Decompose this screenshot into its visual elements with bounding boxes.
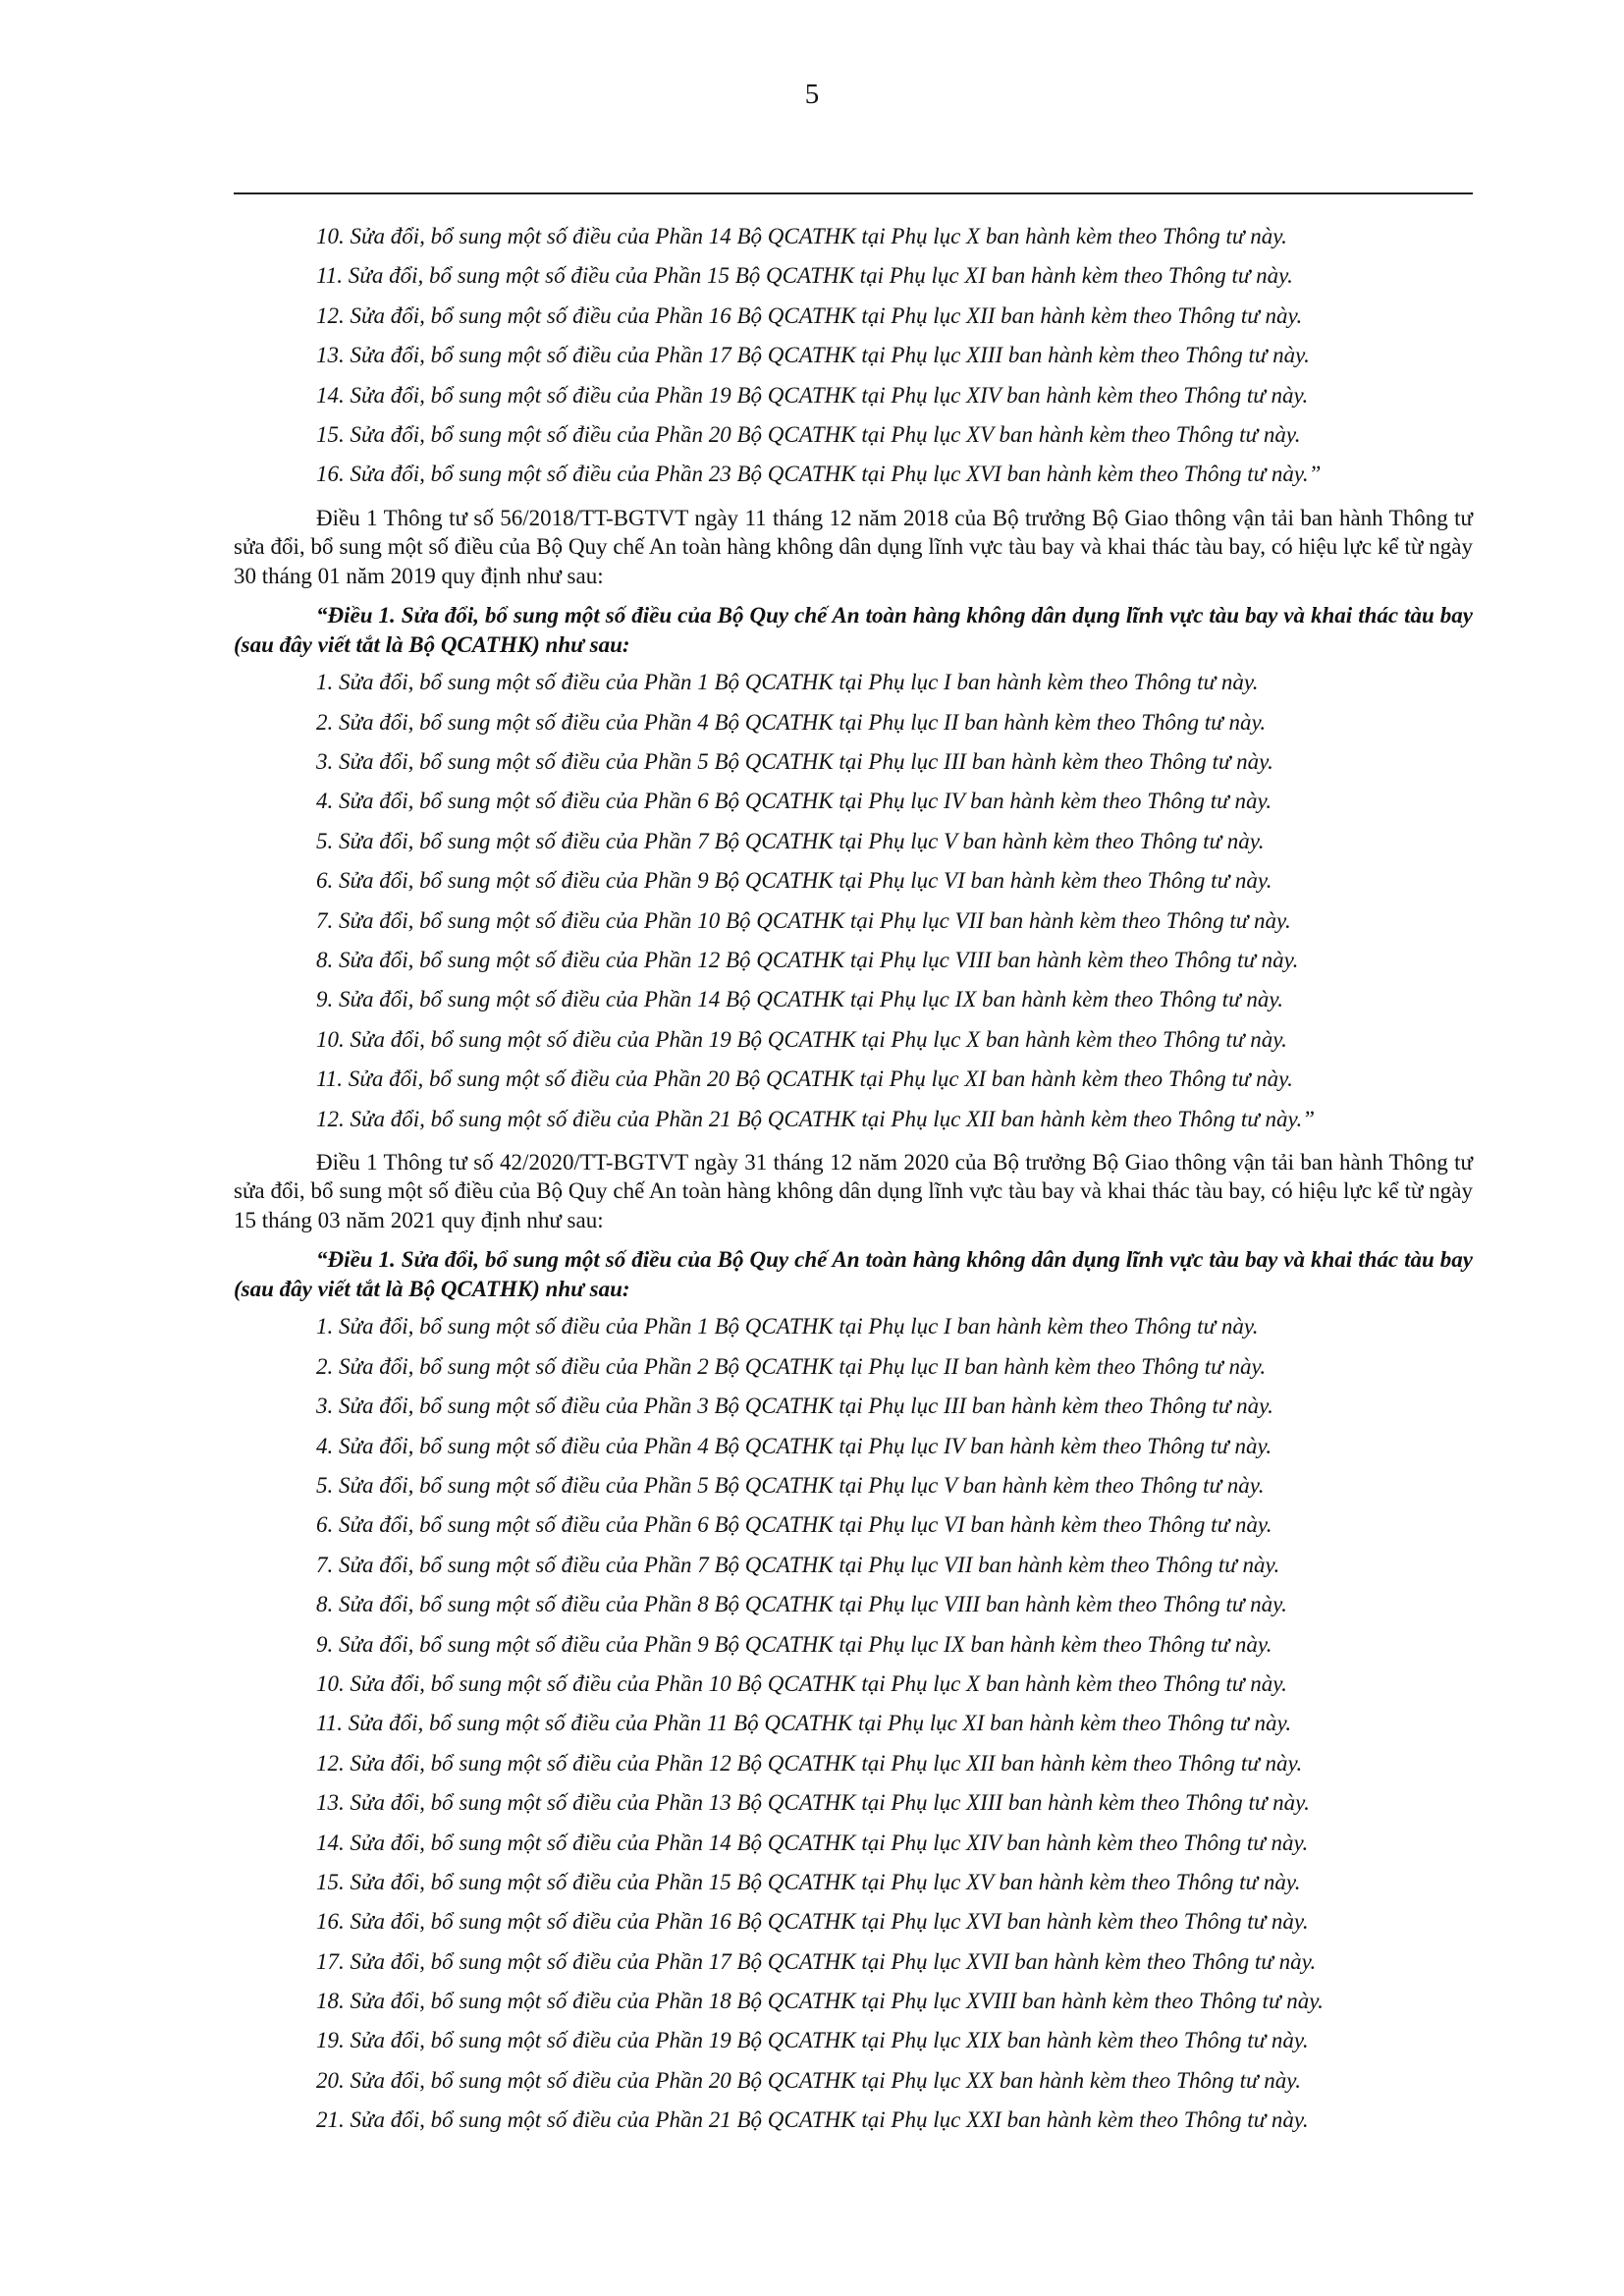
list-item: 3. Sửa đổi, bổ sung một số điều của Phần 3 Bộ QCATHK tại Phụ lục III ban hành kèm theo Thông tư này.	[316, 1394, 1273, 1419]
list-item: 9. Sửa đổi, bổ sung một số điều của Phần 9 Bộ QCATHK tại Phụ lục IX ban hành kèm theo Thông tư này.	[316, 1631, 1272, 1657]
amendment-list-2	[234, 663, 1473, 1139]
list-item: 5. Sửa đổi, bổ sung một số điều của Phần 7 Bộ QCATHK tại Phụ lục V ban hành kèm theo Thông tư này.	[316, 828, 1265, 853]
list-item: 11. Sửa đổi, bổ sung một số điều của Phần 15 Bộ QCATHK tại Phụ lục XI ban hành kèm theo Thông tư này.	[316, 263, 1293, 289]
list-item: 21. Sửa đổi, bổ sung một số điều của Phần 21 Bộ QCATHK tại Phụ lục XXI ban hành kèm theo Thông tư này.	[316, 2107, 1309, 2133]
list-item: 3. Sửa đổi, bổ sung một số điều của Phần 5 Bộ QCATHK tại Phụ lục III ban hành kèm theo Thông tư này.	[316, 749, 1273, 775]
header-rule	[234, 192, 1473, 194]
list-item: 10. Sửa đổi, bổ sung một số điều của Phần 10 Bộ QCATHK tại Phụ lục X ban hành kèm theo Thông tư này.	[316, 1670, 1287, 1696]
list-item: 12. Sửa đổi, bổ sung một số điều của Phần 21 Bộ QCATHK tại Phụ lục XII ban hành kèm theo Thông tư này.”	[316, 1106, 1316, 1131]
list-item: 2. Sửa đổi, bổ sung một số điều của Phần 2 Bộ QCATHK tại Phụ lục II ban hành kèm theo Thông tư này.	[316, 1353, 1267, 1379]
list-item: 17. Sửa đổi, bổ sung một số điều của Phần 17 Bộ QCATHK tại Phụ lục XVII ban hành kèm theo Thông tư này.	[316, 1948, 1317, 1974]
circular-56-2018-paragraph: Điều 1 Thông tư số 56/2018/TT-BGTVT ngày 11 tháng 12 năm 2018 của Bộ trưởng Bộ Giao thông vận tải ban hành Thông tư sửa đổi, bổ sung một số điều của Bộ Quy chế An toàn hàng không dân dụng lĩnh vực tàu bay và khai thác tàu bay, có hiệu lực kể từ ngày 30 tháng 01 năm 2019 quy định như sau:	[234, 505, 1473, 588]
list-item: 16. Sửa đổi, bổ sung một số điều của Phần 16 Bộ QCATHK tại Phụ lục XVI ban hành kèm theo Thông tư này.	[316, 1909, 1309, 1935]
article-1-heading: “Điều 1. Sửa đổi, bổ sung một số điều của Bộ Quy chế An toàn hàng không dân dụng lĩnh vực tàu bay và khai thác tàu bay (sau đây viết tắt là Bộ QCATHK) như sau:	[234, 603, 1473, 657]
list-item: 10. Sửa đổi, bổ sung một số điều của Phần 14 Bộ QCATHK tại Phụ lục X ban hành kèm theo Thông tư này.	[316, 224, 1287, 248]
list-item: 11. Sửa đổi, bổ sung một số điều của Phần 11 Bộ QCATHK tại Phụ lục XI ban hành kèm theo Thông tư này.	[316, 1711, 1292, 1736]
list-item: 18. Sửa đổi, bổ sung một số điều của Phần 18 Bộ QCATHK tại Phụ lục XVIII ban hành kèm theo Thông tư này.	[316, 1989, 1324, 2014]
list-item: 7. Sửa đổi, bổ sung một số điều của Phần 10 Bộ QCATHK tại Phụ lục VII ban hành kèm theo Thông tư này.	[316, 907, 1291, 933]
list-item: 8. Sửa đổi, bổ sung một số điều của Phần 8 Bộ QCATHK tại Phụ lục VIII ban hành kèm theo Thông tư này.	[316, 1592, 1287, 1617]
list-item: 6. Sửa đổi, bổ sung một số điều của Phần 9 Bộ QCATHK tại Phụ lục VI ban hành kèm theo Thông tư này.	[316, 868, 1272, 894]
circular-42-2020-paragraph: Điều 1 Thông tư số 42/2020/TT-BGTVT ngày 31 tháng 12 năm 2020 của Bộ trưởng Bộ Giao thông vận tải ban hành Thông tư sửa đổi, bổ sung một số điều của Bộ Quy chế An toàn hàng không dân dụng lĩnh vực tàu bay và khai thác tàu bay, có hiệu lực kể từ ngày 15 tháng 03 năm 2021 quy định như sau:	[234, 1149, 1473, 1232]
article-1-heading: “Điều 1. Sửa đổi, bổ sung một số điều của Bộ Quy chế An toàn hàng không dân dụng lĩnh vực tàu bay và khai thác tàu bay (sau đây viết tắt là Bộ QCATHK) như sau:	[234, 1247, 1473, 1301]
list-item: 10. Sửa đổi, bổ sung một số điều của Phần 19 Bộ QCATHK tại Phụ lục X ban hành kèm theo Thông tư này.	[316, 1026, 1287, 1052]
list-item: 1. Sửa đổi, bổ sung một số điều của Phần 1 Bộ QCATHK tại Phụ lục I ban hành kèm theo Thông tư này.	[316, 670, 1259, 695]
list-item: 12. Sửa đổi, bổ sung một số điều của Phần 12 Bộ QCATHK tại Phụ lục XII ban hành kèm theo Thông tư này.	[316, 1750, 1303, 1776]
list-item: 19. Sửa đổi, bổ sung một số điều của Phần 19 Bộ QCATHK tại Phụ lục XIX ban hành kèm theo Thông tư này.	[316, 2028, 1309, 2053]
list-item: 13. Sửa đổi, bổ sung một số điều của Phần 13 Bộ QCATHK tại Phụ lục XIII ban hành kèm theo Thông tư này.	[316, 1790, 1310, 1816]
list-item: 15. Sửa đổi, bổ sung một số điều của Phần 15 Bộ QCATHK tại Phụ lục XV ban hành kèm theo Thông tư này.	[316, 1869, 1301, 1894]
list-item: 16. Sửa đổi, bổ sung một số điều của Phần 23 Bộ QCATHK tại Phụ lục XVI ban hành kèm theo Thông tư này.”	[316, 462, 1322, 487]
list-item: 6. Sửa đổi, bổ sung một số điều của Phần 6 Bộ QCATHK tại Phụ lục VI ban hành kèm theo Thông tư này.	[316, 1512, 1272, 1538]
list-item: 4. Sửa đổi, bổ sung một số điều của Phần 4 Bộ QCATHK tại Phụ lục IV ban hành kèm theo Thông tư này.	[316, 1433, 1272, 1458]
amendment-list-1	[234, 217, 1473, 495]
list-item: 8. Sửa đổi, bổ sung một số điều của Phần 12 Bộ QCATHK tại Phụ lục VIII ban hành kèm theo Thông tư này.	[316, 947, 1299, 972]
list-item: 13. Sửa đổi, bổ sung một số điều của Phần 17 Bộ QCATHK tại Phụ lục XIII ban hành kèm theo Thông tư này.	[316, 343, 1310, 368]
amendment-list-3	[234, 1307, 1473, 2140]
list-item: 1. Sửa đổi, bổ sung một số điều của Phần 1 Bộ QCATHK tại Phụ lục I ban hành kèm theo Thông tư này.	[316, 1314, 1259, 1339]
list-item: 12. Sửa đổi, bổ sung một số điều của Phần 16 Bộ QCATHK tại Phụ lục XII ban hành kèm theo Thông tư này.	[316, 302, 1303, 328]
list-item: 14. Sửa đổi, bổ sung một số điều của Phần 19 Bộ QCATHK tại Phụ lục XIV ban hành kèm theo Thông tư này.	[316, 382, 1309, 408]
list-item: 11. Sửa đổi, bổ sung một số điều của Phần 20 Bộ QCATHK tại Phụ lục XI ban hành kèm theo Thông tư này.	[316, 1066, 1293, 1092]
document-body	[234, 217, 1473, 2141]
page-number: 5	[804, 79, 820, 110]
list-item: 15. Sửa đổi, bổ sung một số điều của Phần 20 Bộ QCATHK tại Phụ lục XV ban hành kèm theo Thông tư này.	[316, 421, 1301, 447]
list-item: 9. Sửa đổi, bổ sung một số điều của Phần 14 Bộ QCATHK tại Phụ lục IX ban hành kèm theo Thông tư này.	[316, 987, 1284, 1012]
list-item: 20. Sửa đổi, bổ sung một số điều của Phần 20 Bộ QCATHK tại Phụ lục XX ban hành kèm theo Thông tư này.	[316, 2067, 1301, 2093]
list-item: 2. Sửa đổi, bổ sung một số điều của Phần 4 Bộ QCATHK tại Phụ lục II ban hành kèm theo Thông tư này.	[316, 709, 1267, 735]
list-item: 5. Sửa đổi, bổ sung một số điều của Phần 5 Bộ QCATHK tại Phụ lục V ban hành kèm theo Thông tư này.	[316, 1472, 1265, 1498]
list-item: 7. Sửa đổi, bổ sung một số điều của Phần 7 Bộ QCATHK tại Phụ lục VII ban hành kèm theo Thông tư này.	[316, 1552, 1280, 1577]
list-item: 14. Sửa đổi, bổ sung một số điều của Phần 14 Bộ QCATHK tại Phụ lục XIV ban hành kèm theo Thông tư này.	[316, 1830, 1309, 1855]
list-item: 4. Sửa đổi, bổ sung một số điều của Phần 6 Bộ QCATHK tại Phụ lục IV ban hành kèm theo Thông tư này.	[316, 789, 1272, 814]
